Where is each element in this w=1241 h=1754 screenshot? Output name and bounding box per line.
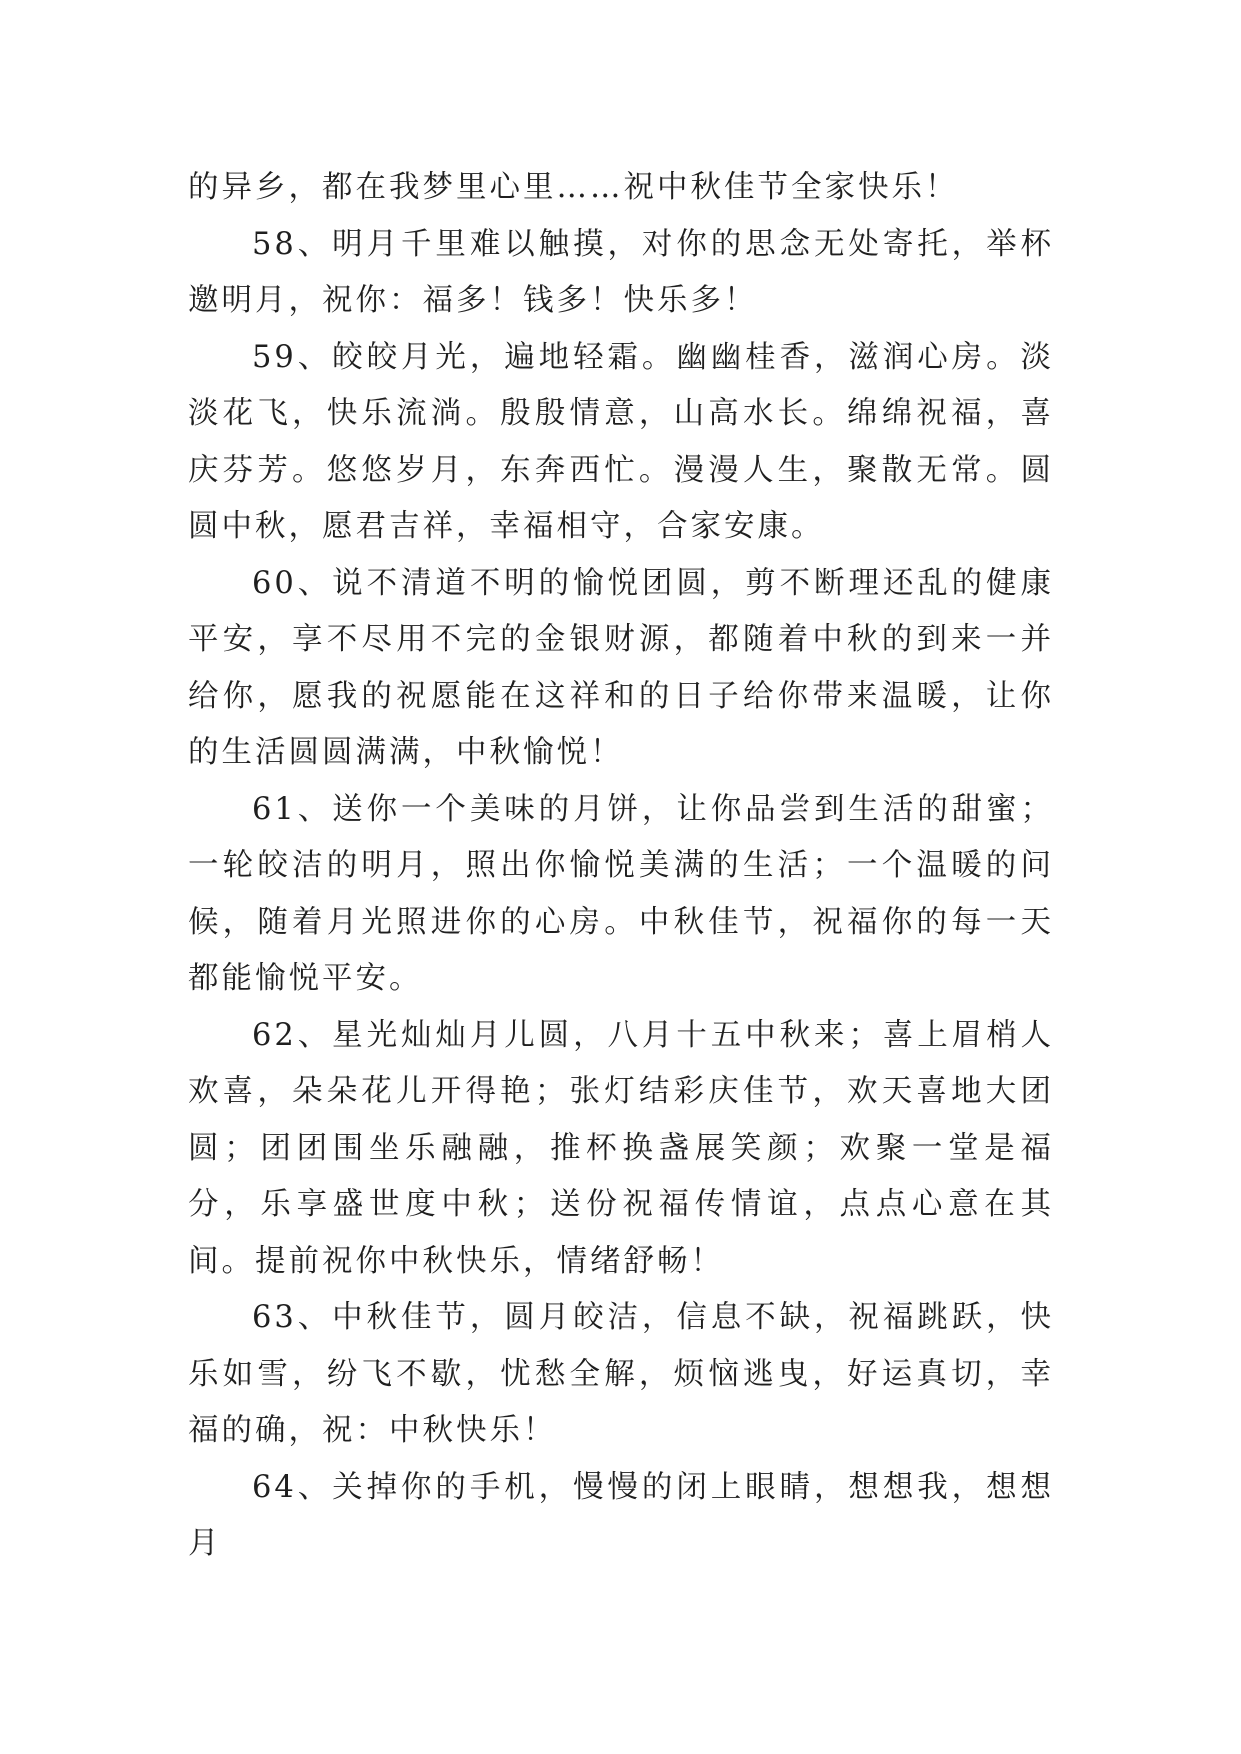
paragraph-item-63: 63、中秋佳节，圆月皎洁，信息不缺，祝福跳跃，快乐如雪，纷飞不歇，忧愁全解，烦恼逃曳，好运真切，幸福的确，祝：中秋快乐！ (188, 1300, 1054, 1448)
paragraph-item-62: 62、星光灿灿月儿圆，八月十五中秋来；喜上眉梢人欢喜，朵朵花儿开得艳；张灯结彩庆佳节，欢天喜地大团圆；团团围坐乐融融，推杯换盏展笑颜；欢聚一堂是福分，乐享盛世度中秋；送份祝福传情谊，点点心意在其间。提前祝你中秋快乐，情绪舒畅！ (188, 1017, 1054, 1279)
paragraph-item-64: 64、关掉你的手机，慢慢的闭上眼睛，想想我，想想月 (188, 1469, 1054, 1561)
paragraph-continuation: 的异乡，都在我梦里心里……祝中秋佳节全家快乐！ (188, 170, 959, 205)
paragraph-item-61: 61、送你一个美味的月饼，让你品尝到生活的甜蜜；一轮皎洁的明月，照出你愉悦美满的生活；一个温暖的问候，随着月光照进你的心房。中秋佳节，祝福你的每一天都能愉悦平安。 (188, 791, 1054, 996)
document-body (188, 160, 1054, 1573)
paragraph-item-58: 58、明月千里难以触摸，对你的思念无处寄托，举杯邀明月，祝你：福多！钱多！快乐多！ (188, 226, 1054, 318)
paragraph-item-60: 60、说不清道不明的愉悦团圆，剪不断理还乱的健康平安，享不尽用不完的金银财源，都随着中秋的到来一并给你，愿我的祝愿能在这祥和的日子给你带来温暖，让你的生活圆圆满满，中秋愉悦！ (188, 565, 1054, 770)
paragraph-item-59: 59、皎皎月光，遍地轻霜。幽幽桂香，滋润心房。淡淡花飞，快乐流淌。殷殷情意，山高水长。绵绵祝福，喜庆芬芳。悠悠岁月，东奔西忙。漫漫人生，聚散无常。圆圆中秋，愿君吉祥，幸福相守，合家安康。 (188, 339, 1054, 544)
